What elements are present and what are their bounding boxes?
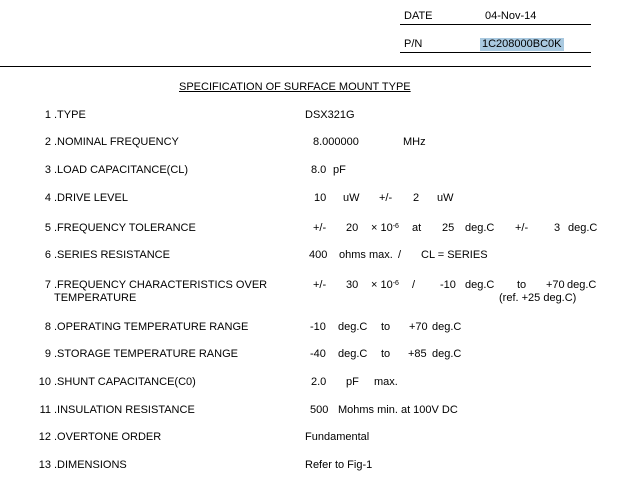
spec-label-cont: TEMPERATURE — [54, 292, 137, 304]
spec-value: -10 — [440, 279, 456, 291]
spec-value: deg.C — [432, 348, 462, 360]
row-number: 13 — [38, 459, 51, 471]
spec-value-part: × 10 — [371, 222, 393, 234]
spec-label: .TYPE — [54, 109, 86, 121]
date-label: DATE — [404, 10, 433, 22]
spec-label: .FREQUENCY CHARACTERISTICS OVER — [54, 279, 268, 291]
spec-value: 2.0 — [311, 376, 327, 388]
spec-value: deg.C — [465, 222, 495, 234]
spec-value: 10 — [314, 192, 327, 204]
row-number: 5 — [44, 222, 51, 234]
spec-value: +/- — [313, 222, 327, 234]
spec-label: .OVERTONE ORDER — [54, 431, 162, 443]
spec-value: deg.C — [338, 348, 368, 360]
spec-value: 30 — [346, 279, 359, 291]
divider — [400, 24, 591, 25]
pn-label: P/N — [404, 38, 423, 50]
spec-value: +70 — [546, 279, 565, 291]
spec-value: 400 — [309, 249, 328, 261]
spec-value: Refer to Fig-1 — [305, 459, 373, 471]
pn-value: 1C208000BC0K — [482, 38, 562, 50]
spec-value-part: × 10 — [371, 279, 393, 291]
spec-value: -40 — [310, 348, 326, 360]
spec-value: ohms max. — [339, 249, 393, 261]
spec-label: .DIMENSIONS — [54, 459, 127, 471]
spec-value: +85 — [408, 348, 427, 360]
exponent: -6 — [392, 280, 399, 287]
spec-label: .STORAGE TEMPERATURE RANGE — [54, 348, 238, 360]
spec-value: 20 — [346, 222, 359, 234]
spec-value: max. — [374, 376, 398, 388]
spec-value: pF — [333, 164, 346, 176]
divider — [400, 52, 591, 53]
spec-value: / — [412, 279, 416, 291]
spec-value: deg.C — [567, 279, 597, 291]
row-number: 2 — [44, 136, 51, 148]
spec-value: to — [381, 348, 391, 360]
spec-value: deg.C — [465, 279, 495, 291]
divider — [0, 66, 591, 67]
spec-label: .FREQUENCY TOLERANCE — [54, 222, 196, 234]
spec-value-note: (ref. +25 deg.C) — [499, 292, 577, 304]
spec-value: 500 — [310, 404, 329, 416]
spec-value: at — [412, 222, 422, 234]
spec-value: to — [517, 279, 527, 291]
row-number: 1 — [44, 109, 51, 121]
spec-value — [371, 222, 399, 235]
spec-value: to — [381, 321, 391, 333]
spec-value: MHz — [403, 136, 426, 148]
spec-value: deg.C — [568, 222, 598, 234]
spec-value: pF — [346, 376, 359, 388]
spec-value: +70 — [409, 321, 428, 333]
row-number: 8 — [44, 321, 51, 333]
spec-value: 8.000000 — [313, 136, 359, 148]
spec-label: .SHUNT CAPACITANCE(C0) — [54, 376, 196, 388]
row-number: 7 — [44, 279, 51, 291]
spec-value: Mohms min. at 100V DC — [338, 404, 458, 416]
row-number: 9 — [44, 348, 51, 360]
spec-label: .LOAD CAPACITANCE(CL) — [54, 164, 189, 176]
spec-value: uW — [437, 192, 454, 204]
spec-value: deg.C — [432, 321, 462, 333]
exponent: -6 — [392, 223, 399, 230]
spec-value: deg.C — [338, 321, 368, 333]
row-number: 10 — [38, 376, 51, 388]
spec-value: +/- — [515, 222, 529, 234]
spec-value: CL = SERIES — [421, 249, 488, 261]
spec-value: uW — [343, 192, 360, 204]
row-number: 11 — [39, 404, 51, 416]
row-number: 4 — [44, 192, 51, 204]
spec-label: .INSULATION RESISTANCE — [54, 404, 195, 416]
spec-label: .DRIVE LEVEL — [54, 192, 128, 204]
spec-value: +/- — [379, 192, 393, 204]
page-title: SPECIFICATION OF SURFACE MOUNT TYPE — [179, 81, 411, 93]
spec-value: +/- — [313, 279, 327, 291]
spec-value: Fundamental — [305, 431, 370, 443]
row-number: 12 — [38, 431, 51, 443]
spec-value: / — [398, 249, 402, 261]
spec-value: 25 — [442, 222, 455, 234]
spec-label: .SERIES RESISTANCE — [54, 249, 170, 261]
spec-value: 3 — [554, 222, 561, 234]
spec-value: 2 — [413, 192, 420, 204]
date-value: 04-Nov-14 — [485, 10, 537, 22]
row-number: 6 — [44, 249, 51, 261]
spec-label: .OPERATING TEMPERATURE RANGE — [54, 321, 249, 333]
spec-value: 8.0 — [311, 164, 327, 176]
row-number: 3 — [44, 164, 51, 176]
spec-value: DSX321G — [305, 109, 355, 121]
spec-value: -10 — [310, 321, 326, 333]
spec-label: .NOMINAL FREQUENCY — [54, 136, 179, 148]
spec-value — [371, 279, 399, 292]
